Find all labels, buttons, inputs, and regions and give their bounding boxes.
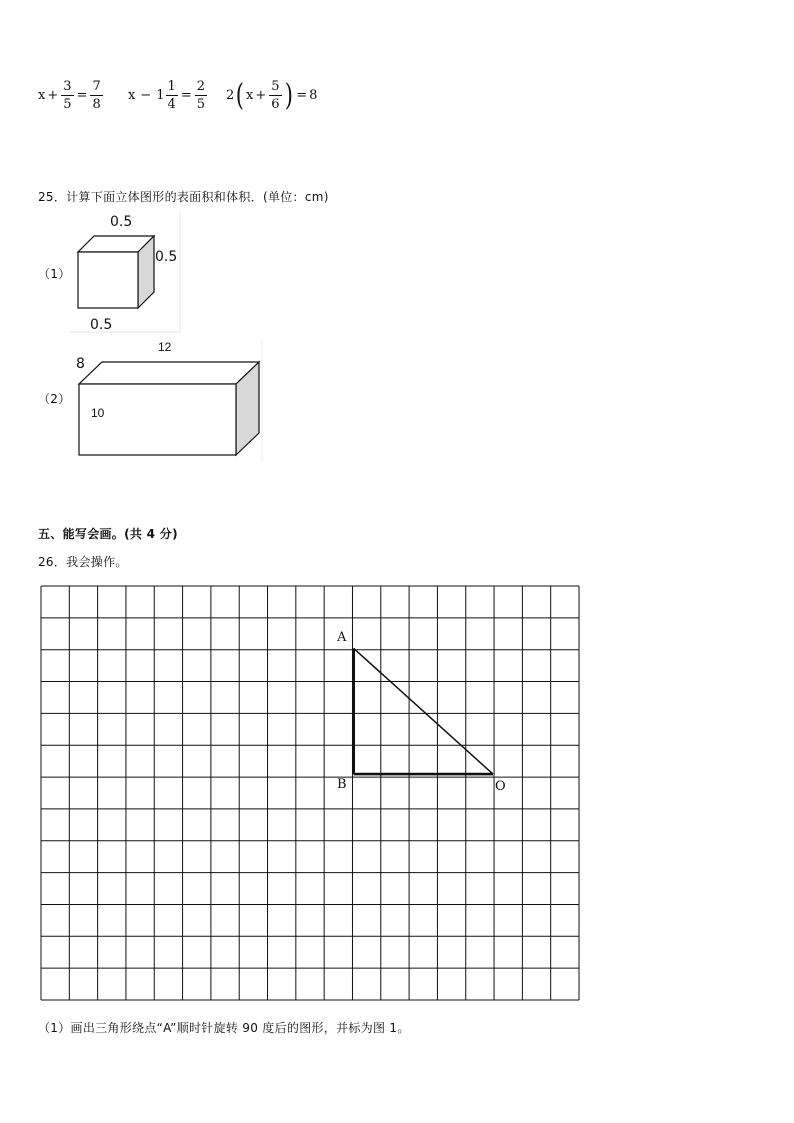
cube-figure — [70, 212, 185, 337]
numerator: 3 — [63, 79, 72, 94]
eq2-fraction-1 — [166, 80, 178, 111]
q26-title: 26．我会操作。 — [38, 555, 128, 569]
eq3-variable: x — [246, 88, 254, 103]
denominator: 5 — [196, 97, 205, 112]
eq3-coefficient: 2 — [226, 88, 235, 103]
eq2-fraction-2 — [195, 80, 207, 111]
eq3-fraction-1 — [269, 80, 281, 111]
eq3-operator: + — [255, 88, 267, 103]
denominator: 8 — [92, 97, 101, 112]
numerator: 1 — [167, 79, 176, 94]
eq1-fraction-2 — [90, 80, 102, 111]
cube-label: （1） — [38, 267, 71, 281]
numerator: 2 — [196, 79, 205, 94]
eq2-variable: x — [128, 88, 136, 103]
eq2-operator: − — [140, 88, 152, 103]
right-paren-icon: ) — [284, 77, 293, 113]
denominator: 5 — [63, 97, 72, 112]
q26-instruction: （1）画出三角形绕点“A”顺时针旋转 90 度后的图形，并标为图 1。 — [38, 1021, 410, 1035]
triangle-side-ao — [354, 648, 493, 774]
numerator: 5 — [271, 79, 280, 94]
eq2-equals: = — [180, 88, 192, 103]
point-a-label: A — [337, 630, 347, 645]
cuboid-length: 12 — [158, 340, 172, 354]
equation-1 — [38, 80, 104, 111]
eq1-operator: + — [47, 88, 59, 103]
eq3-rhs: 8 — [309, 88, 318, 103]
eq1-fraction-1 — [61, 80, 73, 111]
cuboid-figure — [74, 340, 264, 465]
cube-bottom-length: 0.5 — [90, 317, 113, 333]
point-o-label: O — [495, 779, 506, 794]
denominator: 4 — [167, 97, 176, 112]
q25-title: 25．计算下面立体图形的表面积和体积．(单位：cm) — [38, 190, 329, 204]
cuboid-label: （2） — [38, 392, 71, 406]
equation-2 — [128, 80, 208, 111]
cuboid-height: 10 — [91, 406, 105, 420]
section-5-title: 五、能写会画。(共 4 分) — [38, 527, 178, 541]
eq2-whole: 1 — [156, 88, 165, 103]
equation-3 — [226, 77, 318, 113]
point-b-label: B — [337, 777, 347, 792]
eq1-variable: x — [38, 88, 46, 103]
left-paren-icon: ( — [236, 77, 245, 113]
numerator: 7 — [92, 79, 101, 94]
denominator: 6 — [271, 97, 280, 112]
cube-right-length: 0.5 — [155, 249, 178, 265]
eq1-equals: = — [76, 88, 88, 103]
cube-top-length: 0.5 — [110, 214, 133, 230]
eq3-equals: = — [296, 88, 308, 103]
cuboid-depth: 8 — [76, 356, 85, 372]
